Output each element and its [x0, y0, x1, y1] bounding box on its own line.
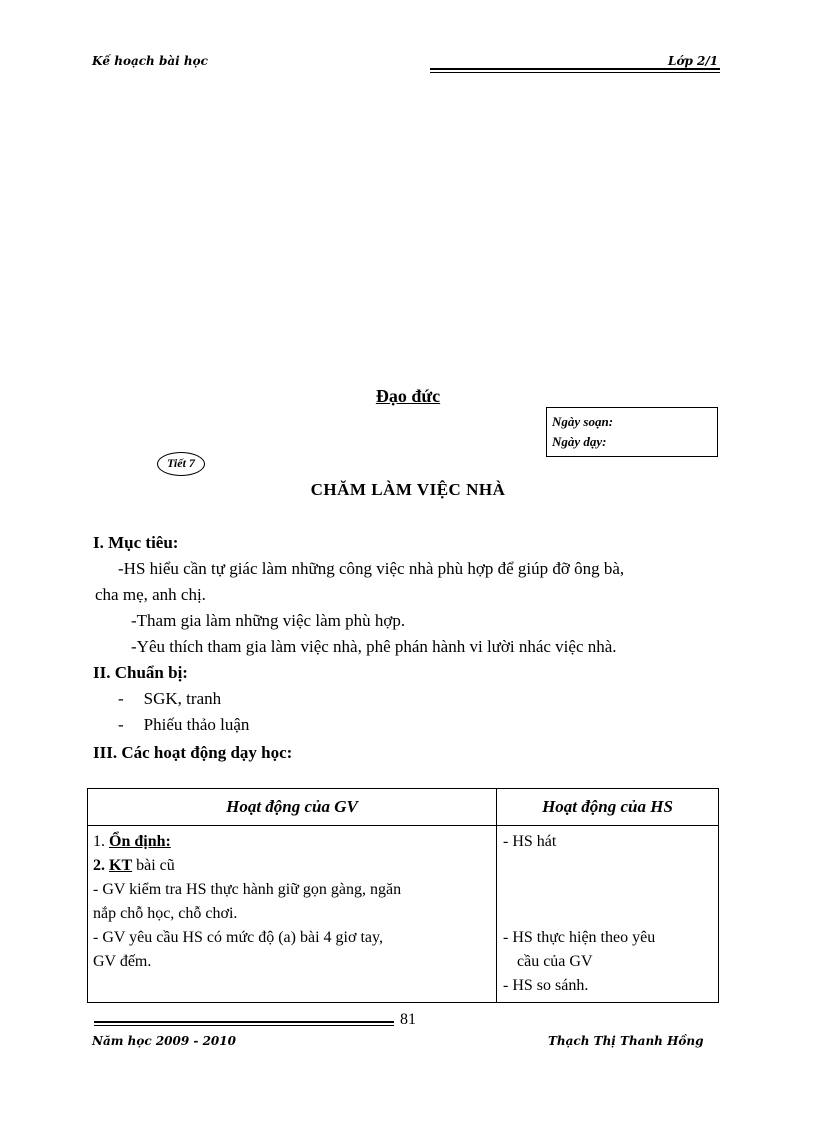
gv-line-b2: GV đếm.: [93, 953, 152, 970]
hs-line-3: - HS so sánh.: [503, 977, 589, 994]
hs-line-2a: - HS thực hiện theo yêu: [503, 929, 656, 946]
footer-rule: [94, 1021, 394, 1023]
bullet-dash: -: [118, 689, 124, 708]
period-badge: Tiết 7: [157, 452, 205, 476]
header-rule-thin: [430, 72, 720, 73]
gv-item-2-title-bold: KT: [109, 857, 133, 874]
gv-item-1-number: 1.: [93, 833, 105, 850]
prep-item: [118, 712, 249, 738]
hs-spacer: [503, 854, 712, 926]
objectives-heading: I. Mục tiêu:: [93, 533, 179, 552]
student-activity-cell: [497, 826, 719, 1003]
gv-item-2-number: 2.: [93, 857, 105, 874]
objective-3: -Yêu thích tham gia làm việc nhà, phê phán hành vi lười nhác việc nhà.: [131, 637, 617, 656]
lesson-title: CHĂM LÀM VIỆC NHÀ: [310, 480, 506, 499]
prep-heading: II. Chuẩn bị:: [93, 663, 188, 682]
teacher-activity-cell: [88, 826, 497, 1003]
activities-heading: III. Các hoạt động dạy học:: [93, 743, 293, 762]
prep-item-text: SGK, tranh: [143, 689, 222, 708]
teacher-column-header: Hoạt động của GV: [88, 789, 497, 826]
gv-item-2: [93, 854, 491, 878]
hs-line-2b: cầu của GV: [517, 953, 593, 970]
prep-item: [118, 686, 221, 712]
subject-title-text: Đạo đức: [375, 386, 441, 406]
objective-1-line-2: cha mẹ, anh chị.: [95, 585, 206, 604]
header-right-text: Lớp 2/1: [668, 54, 719, 68]
bullet-dash: -: [118, 715, 124, 734]
table-row: [88, 826, 719, 1003]
activities-table: [87, 788, 719, 1003]
footer-right-text: Thạch Thị Thanh Hồng: [548, 1034, 704, 1048]
hs-line-1: - HS hát: [503, 833, 557, 850]
date-prepared-label: Ngày soạn:: [552, 414, 614, 429]
date-box: [546, 407, 718, 457]
gv-item-2-title-rest: bài cũ: [132, 857, 175, 874]
header-rule: [430, 68, 720, 70]
objective-1-line-1: -HS hiểu cần tự giác làm những công việc nhà phù hợp để giúp đỡ ông bà,: [118, 559, 625, 578]
student-column-header: Hoạt động của HS: [497, 789, 719, 826]
subject-title: [0, 386, 816, 407]
footer-left-text: Năm học 2009 - 2010: [92, 1034, 236, 1048]
footer-rule-thin: [94, 1025, 394, 1026]
date-taught-label: Ngày dạy:: [552, 434, 607, 449]
gv-line-a2: nắp chỗ học, chỗ chơi.: [93, 905, 238, 922]
header-left-text: Kế hoạch bài học: [92, 54, 208, 68]
page-number: 81: [400, 1011, 416, 1028]
gv-line-b1: - GV yêu cầu HS có mức độ (a) bài 4 giơ tay,: [93, 929, 383, 946]
gv-item-1-title: Ổn định:: [109, 833, 171, 850]
table-header-row: [88, 789, 719, 826]
gv-line-a1: - GV kiểm tra HS thực hành giữ gọn gàng, ngăn: [93, 881, 402, 898]
gv-item-1: [93, 830, 491, 854]
prep-item-text: Phiếu thảo luận: [143, 715, 250, 734]
objective-2: -Tham gia làm những việc làm phù hợp.: [131, 611, 406, 630]
